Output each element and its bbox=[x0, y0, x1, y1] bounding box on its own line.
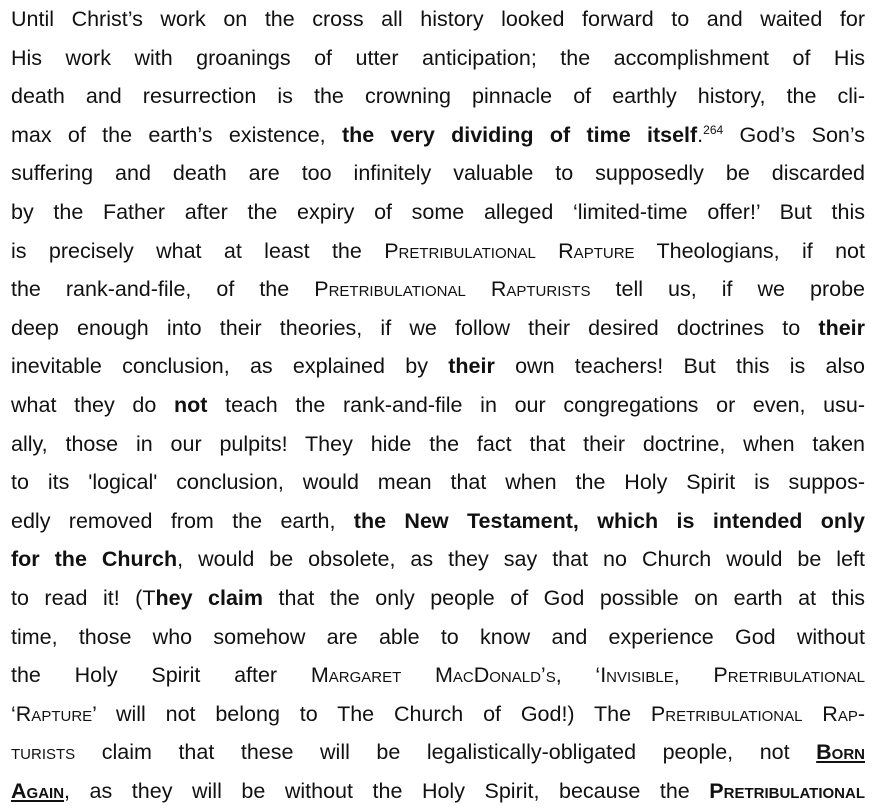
text-segment: . bbox=[697, 122, 704, 147]
text-line bbox=[11, 540, 865, 579]
text-segment: Pretribulational bbox=[709, 779, 865, 803]
text-segment: His work with groanings of utter anticipation; the accomplishment of His bbox=[11, 45, 865, 70]
text-segment: Again bbox=[11, 779, 65, 803]
footnote-reference: 264 bbox=[703, 122, 724, 137]
text-segment: not bbox=[174, 393, 208, 417]
text-line bbox=[11, 347, 865, 386]
text-segment: for the Church bbox=[11, 547, 178, 572]
text-segment: the rank-and-file, of the bbox=[11, 277, 315, 302]
text-segment: hey claim bbox=[155, 586, 264, 610]
text-line bbox=[11, 386, 865, 425]
text-segment: Pretribulational Rapture bbox=[384, 238, 635, 263]
text-line bbox=[11, 502, 865, 541]
text-segment: the very dividing of time itself bbox=[341, 122, 698, 147]
text-segment: Rapture bbox=[15, 701, 93, 726]
text-segment: turists bbox=[11, 740, 76, 765]
text-segment: , would be obsolete, as they say that no Church would be left bbox=[177, 547, 865, 572]
text-segment: that the only people of God possible on earth at this bbox=[263, 586, 865, 610]
text-segment: max of the earth’s existence, bbox=[11, 122, 342, 147]
text-segment: teach the rank-and-file in our congregations or even, usu- bbox=[207, 393, 866, 417]
text-line bbox=[11, 463, 865, 502]
text-line bbox=[11, 309, 865, 348]
text-segment: time, those who somehow are able to know and experience God without bbox=[11, 624, 865, 649]
text-segment: Born bbox=[816, 740, 865, 765]
text-segment: the Holy Spirit after bbox=[11, 663, 311, 688]
text-segment: to its 'logical' conclusion, would mean that when the Holy Spirit is suppos- bbox=[11, 470, 865, 495]
text-line bbox=[11, 77, 865, 116]
text-line bbox=[11, 772, 865, 811]
text-segment: ally, those in our pulpits! They hide the fact that their doctrine, when taken bbox=[11, 431, 865, 456]
text-segment: is precisely what at least the bbox=[11, 238, 385, 263]
text-segment: by the Father after the expiry of some alleged ‘limited-time offer!’ But this bbox=[11, 200, 865, 224]
text-line bbox=[11, 618, 865, 657]
text-segment: ’ will not belong to The Church of God!) The bbox=[92, 701, 651, 726]
text-segment: Pretribulational Rapturists bbox=[314, 277, 591, 302]
text-segment: suffering and death are too infinitely valuable to supposedly be discarded bbox=[11, 161, 865, 186]
text-segment: Invisible, Pretribulational bbox=[600, 663, 865, 688]
text-segment: Pretribulational Rap- bbox=[650, 701, 865, 726]
text-line bbox=[11, 232, 865, 271]
text-segment: to read it! (T bbox=[11, 586, 156, 610]
text-segment: Until Christ’s work on the cross all history looked forward to and waited for bbox=[11, 7, 865, 31]
text-line bbox=[11, 193, 865, 232]
text-line bbox=[11, 116, 865, 155]
text-line bbox=[11, 733, 865, 772]
text-line bbox=[11, 154, 865, 193]
text-segment: their bbox=[448, 354, 495, 379]
text-segment: death and resurrection is the crowning pinnacle of earthly history, the cli- bbox=[11, 84, 865, 109]
text-segment: edly removed from the earth, bbox=[11, 508, 354, 533]
text-segment: inevitable conclusion, as explained by bbox=[11, 354, 449, 379]
text-segment: the New Testament, which is intended only bbox=[353, 508, 865, 533]
text-line bbox=[11, 425, 865, 464]
text-segment: deep enough into their theories, if we follow their desired doctrines to bbox=[11, 315, 819, 340]
text-segment: their bbox=[818, 315, 865, 340]
text-segment: tell us, if we probe bbox=[590, 277, 865, 302]
text-line bbox=[11, 695, 865, 734]
text-segment: claim that these will be legalistically-obligated people, not bbox=[75, 740, 817, 765]
text-line bbox=[11, 39, 865, 78]
text-segment: , ‘ bbox=[555, 663, 601, 688]
text-line bbox=[11, 0, 865, 39]
text-segment: ‘ bbox=[11, 701, 16, 726]
text-segment: own teachers! But this is also bbox=[494, 354, 865, 379]
text-line bbox=[11, 579, 865, 618]
text-segment: God’s Son’s bbox=[723, 122, 865, 147]
text-segment: , as they will be without the Holy Spirit, because the bbox=[64, 779, 710, 803]
text-segment: what they do bbox=[11, 393, 175, 417]
text-segment: Margaret MacDonald’s bbox=[310, 663, 556, 688]
text-line bbox=[11, 656, 865, 695]
text-line bbox=[11, 270, 865, 309]
text-segment: Theologians, if not bbox=[634, 238, 865, 263]
